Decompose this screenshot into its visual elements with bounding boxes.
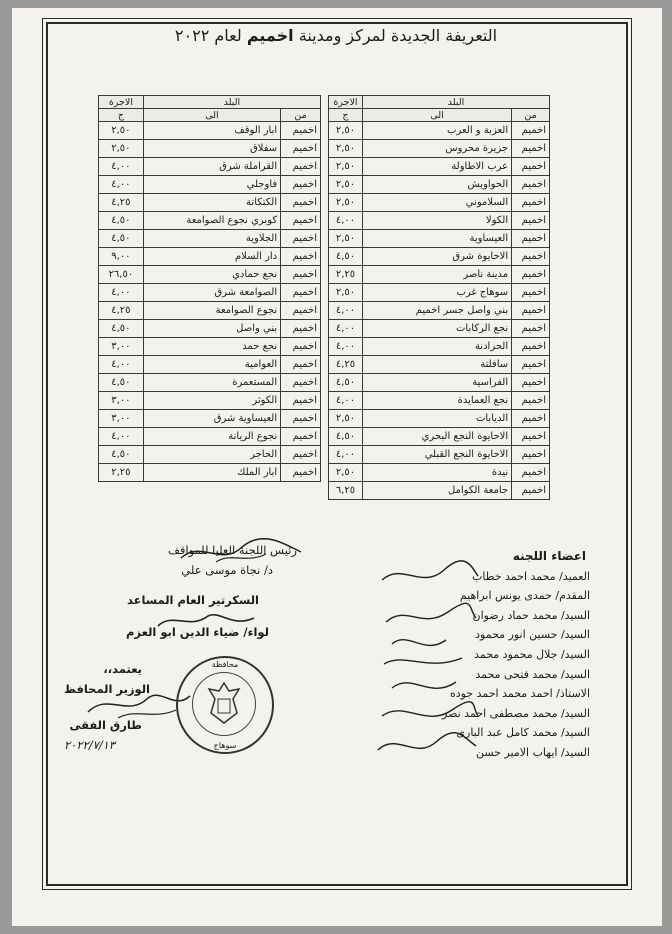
assistant-secretary-title: السكرتير العام المساعد [126,593,259,607]
destination-cell: نجع حمادي [143,266,280,284]
eagle-emblem-icon [192,672,256,736]
fee-cell: ٢٦,٥٠ [99,266,144,284]
destination-cell: الديابات [362,410,511,428]
table-row [329,446,550,464]
destination-cell: فاوجلي [143,176,280,194]
table-row [99,176,321,194]
to-header: الى [143,109,280,122]
destination-cell: ابار الوقف [143,122,280,140]
fare-table-left [98,95,321,482]
destination-cell: بني واصل [143,320,280,338]
table-row [99,392,321,410]
table-row [99,410,321,428]
table-row [99,230,321,248]
from-cell: اخميم [281,446,321,464]
table-row [99,338,321,356]
destination-cell: الاحايوة النجع البحري [362,428,511,446]
table-row [329,320,550,338]
table-row [99,212,321,230]
fee-cell: ٤,٠٠ [99,356,144,374]
from-cell: اخميم [281,194,321,212]
destination-cell: العزبة و العرب [362,122,511,140]
from-cell: اخميم [512,122,550,140]
table-row [99,248,321,266]
fare-table-right [328,95,550,500]
table-row [99,158,321,176]
table-row [99,356,321,374]
destination-cell: نجوع الصوامعة [143,302,280,320]
approval-name: طارق الفقى [69,718,142,732]
fee-header: الاجرة [99,96,144,109]
table-row [329,140,550,158]
table-row [329,230,550,248]
destination-cell: مدينة ناصر [362,266,511,284]
destination-cell: السلاموني [362,194,511,212]
from-cell: اخميم [512,392,550,410]
from-cell: اخميم [281,356,321,374]
destination-cell: الكوثر [143,392,280,410]
table-row [99,302,321,320]
from-cell: اخميم [281,158,321,176]
fee-cell: ٤,٥٠ [99,374,144,392]
committee-head-title: رئيس اللجنة العليا للمواقف [168,543,297,557]
currency-header: ج [99,109,144,122]
table-row [99,320,321,338]
title-prefix: التعريفة الجديدة لمركز ومدينة [293,26,498,45]
fee-cell: ٤,٥٠ [329,428,363,446]
destination-cell: الصوامعة شرق [143,284,280,302]
table-row [329,356,550,374]
fee-cell: ٢,٢٥ [99,464,144,482]
from-cell: اخميم [281,338,321,356]
from-cell: اخميم [512,410,550,428]
from-header: من [281,109,321,122]
table-row [329,302,550,320]
fee-cell: ٤,٠٠ [329,392,363,410]
table-row [329,410,550,428]
from-cell: اخميم [281,140,321,158]
committee-head-signature [176,538,306,568]
fee-cell: ٣,٠٠ [99,392,144,410]
from-cell: اخميم [512,374,550,392]
destination-cell: جامعة الكوامل [362,482,511,500]
fee-cell: ٤,٥٠ [329,374,363,392]
destination-cell: العوامية [143,356,280,374]
destination-cell: عرب الاطاولة [362,158,511,176]
from-header: من [512,109,550,122]
fee-cell: ٢,٢٥ [329,266,363,284]
destination-cell: الجلاوية [143,230,280,248]
table-row [99,446,321,464]
approval-label: يعتمد،، [103,662,142,676]
table-row [329,158,550,176]
from-cell: اخميم [281,428,321,446]
table-row [329,482,550,500]
fee-cell: ٢,٥٠ [99,122,144,140]
from-cell: اخميم [512,140,550,158]
table-row [99,284,321,302]
fee-cell: ٦,٢٥ [329,482,363,500]
seal-bottom-text: سوهاج [213,741,237,750]
table-row [329,194,550,212]
from-cell: اخميم [512,266,550,284]
fee-cell: ٢,٥٠ [329,194,363,212]
committee-signatures [372,560,482,770]
committee-member: السيد/ محمد مصطفى احمد نصر [442,706,590,720]
fee-cell: ٢,٥٠ [329,176,363,194]
committee-head-name: د/ نجاة موسى علي [181,563,273,577]
destination-cell: ابار الملك [143,464,280,482]
committee-member: السيد/ محمد حماد رضوان [472,608,590,622]
fee-cell: ٢,٥٠ [329,230,363,248]
committee-member: السيد/ ايهاب الامير حسن [475,745,590,759]
table-row [329,374,550,392]
fee-cell: ٩,٠٠ [99,248,144,266]
fee-cell: ٤,٥٠ [99,320,144,338]
from-cell: اخميم [281,122,321,140]
from-cell: اخميم [512,176,550,194]
from-cell: اخميم [281,392,321,410]
destination-cell: نجع الركابات [362,320,511,338]
destination-cell: سوهاج غرب [362,284,511,302]
approval-title: الوزير المحافظ [64,682,150,696]
table-row [99,374,321,392]
fee-cell: ٤,٠٠ [329,302,363,320]
destination-cell: سافلتة [362,356,511,374]
from-cell: اخميم [281,302,321,320]
table-row [99,122,321,140]
from-cell: اخميم [512,428,550,446]
table-row [99,140,321,158]
fee-cell: ٤,٢٥ [329,356,363,374]
destination-cell: دار السلام [143,248,280,266]
destination-cell: الحاجر [143,446,280,464]
fee-cell: ٤,٠٠ [99,284,144,302]
destination-cell: كوبري نجوع الصوامعة [143,212,280,230]
fee-cell: ٢,٥٠ [329,122,363,140]
destination-cell: الاحايوة شرق [362,248,511,266]
to-header: الى [362,109,511,122]
table-row [329,428,550,446]
from-cell: اخميم [281,284,321,302]
committee-member: العميد/ محمد احمد خطاب [471,569,590,583]
fee-cell: ٢,٥٠ [99,140,144,158]
fee-cell: ٣,٠٠ [99,338,144,356]
destination-cell: نجع حمد [143,338,280,356]
committee-member: السيد/ محمد كامل عبد البارى [456,726,590,740]
destination-cell: جزيرة محروس [362,140,511,158]
from-cell: اخميم [281,410,321,428]
table-row [99,428,321,446]
seal-top-text: محافظة [211,660,239,669]
fee-cell: ٤,٠٠ [329,212,363,230]
fee-cell: ٤,٠٠ [329,338,363,356]
destination-cell: الحواويش [362,176,511,194]
from-cell: اخميم [281,374,321,392]
governorate-seal [176,656,274,754]
destination-cell: الكتكاتة [143,194,280,212]
destination-cell: الفراسية [362,374,511,392]
from-cell: اخميم [281,248,321,266]
table-row [329,266,550,284]
table-row [329,284,550,302]
from-cell: اخميم [281,176,321,194]
fee-cell: ٤,٥٠ [99,230,144,248]
fee-cell: ٤,٥٠ [329,248,363,266]
from-cell: اخميم [512,194,550,212]
destination-cell: نجع العمايدة [362,392,511,410]
table-row [99,266,321,284]
committee-member: السيد/ جلال محمود محمد [474,647,590,661]
assistant-secretary-name: لواء/ ضياء الدين ابو العزم [126,625,269,639]
approval-date: ٢٠٢٢/٧/١٣ [64,738,115,752]
committee-member: السيد/ حسين انور محمود [475,628,590,642]
destination-cell: الحرادنة [362,338,511,356]
table-row [329,392,550,410]
fee-cell: ٣,٠٠ [99,410,144,428]
from-cell: اخميم [512,248,550,266]
fee-cell: ٤,٠٠ [99,176,144,194]
destination-cell: بني واصل جسر اخميم [362,302,511,320]
fee-header: الاجرة [329,96,363,109]
from-cell: اخميم [512,302,550,320]
table-row [99,194,321,212]
fee-cell: ٢,٥٠ [329,158,363,176]
committee-member: الاستاذ/ احمد محمد احمد جوده [449,687,590,701]
from-cell: اخميم [281,230,321,248]
committee-member: المقدم/ حمدى يونس ابراهيم [459,589,590,603]
destination-cell: القراملة شرق [143,158,280,176]
table-row [329,464,550,482]
destination-cell: نجوع الريانة [143,428,280,446]
town-header: البلد [143,96,320,109]
fee-cell: ٢,٥٠ [329,140,363,158]
from-cell: اخميم [512,158,550,176]
from-cell: اخميم [281,320,321,338]
committee-member: السيد/ محمد فتحى محمد [475,667,590,681]
from-cell: اخميم [281,464,321,482]
from-cell: اخميم [512,482,550,500]
fee-cell: ٤,٠٠ [99,158,144,176]
title-suffix: لعام ٢٠٢٢ [174,26,247,45]
from-cell: اخميم [512,446,550,464]
committee-members-title: اعضاء اللجنه [512,549,586,563]
table-row [329,122,550,140]
from-cell: اخميم [512,284,550,302]
destination-cell: المستعمرة [143,374,280,392]
currency-header: ج [329,109,363,122]
fee-cell: ٤,٢٥ [99,302,144,320]
fee-cell: ٢,٥٠ [329,284,363,302]
from-cell: اخميم [512,320,550,338]
fee-cell: ٤,٢٥ [99,194,144,212]
destination-cell: سفلاق [143,140,280,158]
fee-cell: ٢,٥٠ [329,410,363,428]
fee-cell: ٤,٠٠ [99,428,144,446]
destination-cell: العيساوية شرق [143,410,280,428]
destination-cell: الاحايوة النجع القبلي [362,446,511,464]
document-title [0,26,672,45]
table-row [99,464,321,482]
title-city: اخميم [246,26,294,45]
from-cell: اخميم [512,212,550,230]
town-header: البلد [362,96,549,109]
from-cell: اخميم [512,464,550,482]
fee-cell: ٤,٠٠ [329,320,363,338]
destination-cell: الكولا [362,212,511,230]
from-cell: اخميم [281,266,321,284]
fee-cell: ٤,٥٠ [99,212,144,230]
table-row [329,212,550,230]
table-row [329,338,550,356]
destination-cell: نيدة [362,464,511,482]
from-cell: اخميم [512,230,550,248]
fee-cell: ٢,٥٠ [329,464,363,482]
table-row [329,248,550,266]
from-cell: اخميم [512,338,550,356]
assistant-secretary-signature [150,608,260,634]
destination-cell: العيساوية [362,230,511,248]
table-row [329,176,550,194]
fee-cell: ٤,٥٠ [99,446,144,464]
from-cell: اخميم [281,212,321,230]
from-cell: اخميم [512,356,550,374]
fee-cell: ٤,٠٠ [329,446,363,464]
